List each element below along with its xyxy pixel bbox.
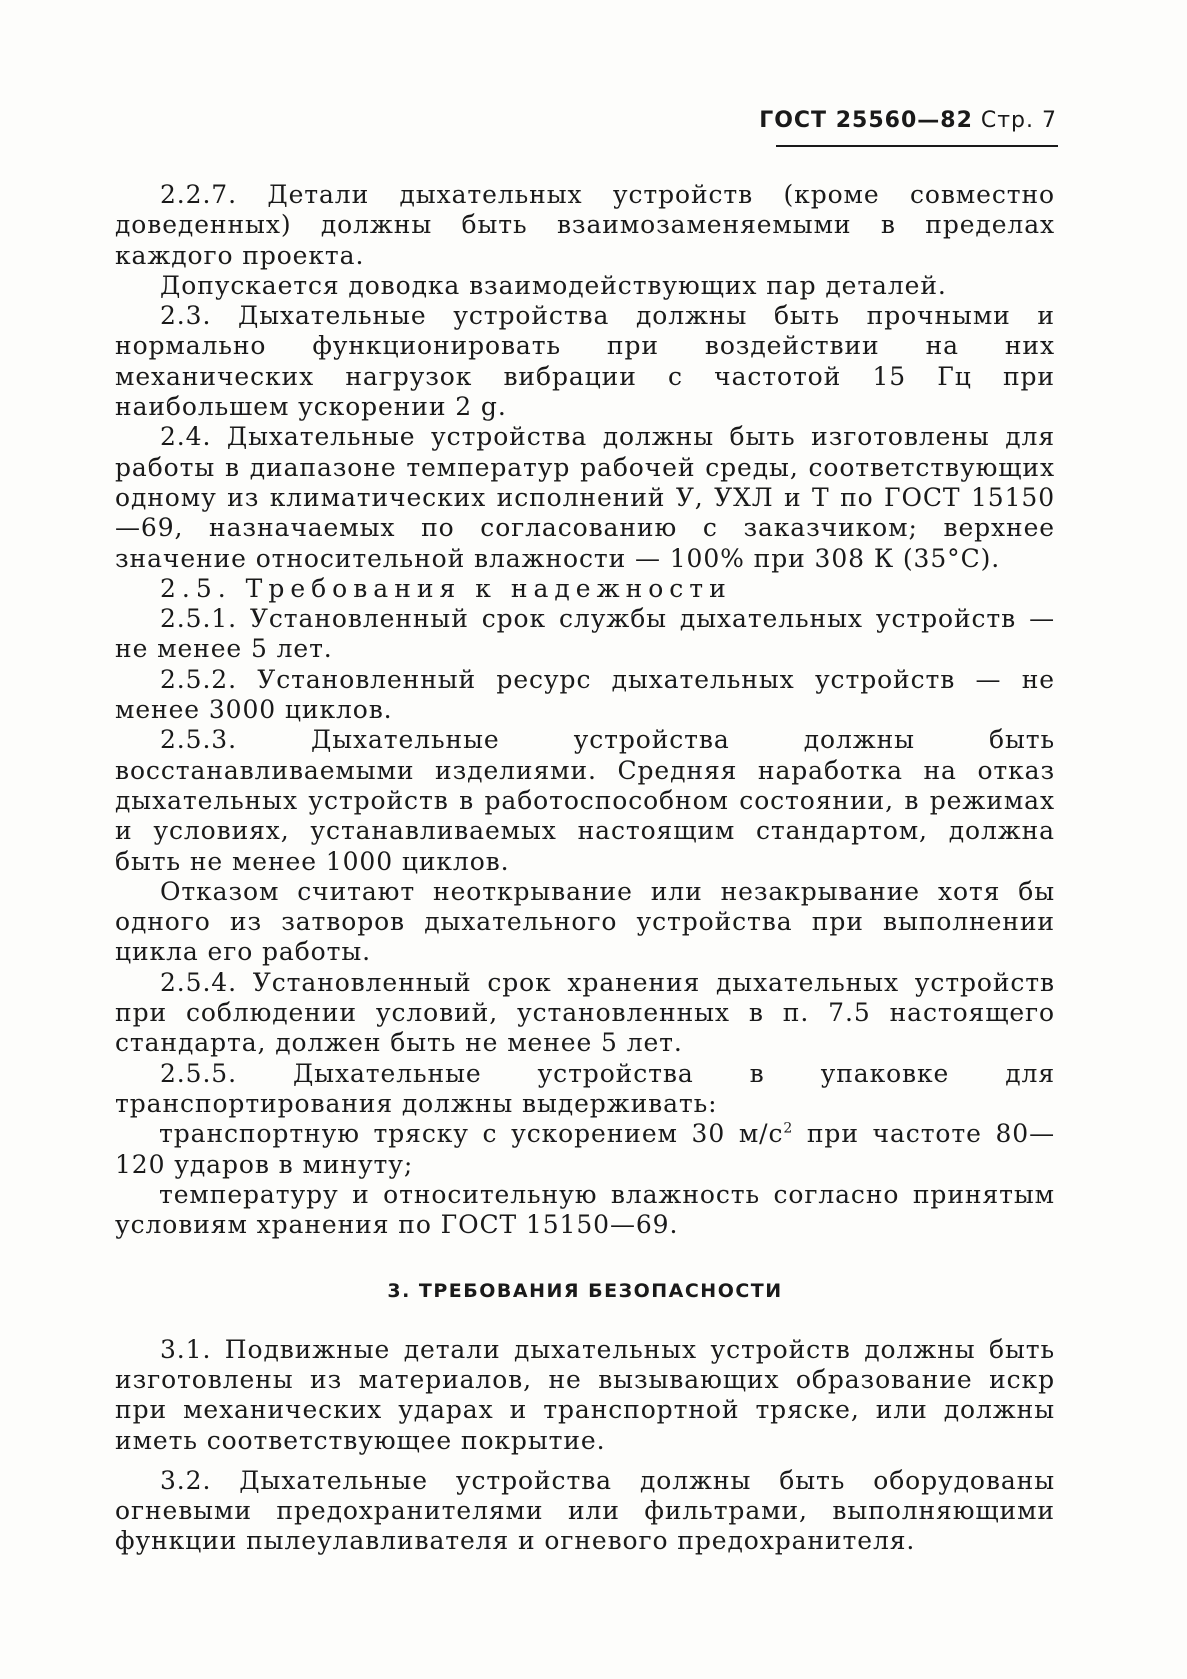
page-number: Стр. 7	[980, 108, 1057, 133]
paragraph-2-4: 2.4. Дыхательные устройства должны быть изготовлены для работы в диапазоне температур рабочей среды, соответствующих одному из климатических исполнений У, УХЛ и Т по ГОСТ 15150—69, назначаемых по согласованию с заказчиком; верхнее значение относительной влажности — 100% при 308 К (35°С).	[115, 422, 1055, 573]
paragraph-2-5-3: 2.5.3. Дыхательные устройства должны быть восстанавливаемыми изделиями. Средняя наработка на отказ дыхательных устройств в работоспособном состоянии, в режимах и условиях, устанавливаемых настоящим стандартом, должна быть не менее 1000 циклов.	[115, 725, 1055, 876]
paragraph-2-5-heading: 2.5. Требования к надежности	[160, 573, 732, 603]
paragraph-2-5-5: 2.5.5. Дыхательные устройства в упаковке для транспортирования должны выдерживать:	[115, 1058, 1055, 1118]
page-header	[759, 108, 1057, 133]
header-rule	[776, 145, 1058, 147]
paragraph-2-3: 2.3. Дыхательные устройства должны быть прочными и нормально функционировать при воздействии на них механических нагрузок вибрации с частотой 15 Гц при наибольшем ускорении 2 g.	[115, 301, 1055, 422]
paragraph-2-5-2: 2.5.2. Установленный ресурс дыхательных устройств — не менее 3000 циклов.	[115, 664, 1055, 725]
superscript: 2	[783, 1120, 794, 1137]
paragraph-3-1: 3.1. Подвижные детали дыхательных устройств должны быть изготовлены из материалов, не вызывающих образование искр при механических ударах и транспортной тряске, или должны иметь соответствующее покрытие.	[115, 1334, 1055, 1455]
paragraph-2-2-7-note: Допускается доводка взаимодействующих пар деталей.	[160, 270, 947, 300]
section-3-title: 3. ТРЕБОВАНИЯ БЕЗОПАСНОСТИ	[387, 1280, 783, 1303]
item-a-text-end: при частоте 80—120 ударов в минуту;	[115, 1119, 1055, 1179]
paragraph-2-5-4: 2.5.4. Установленный срок хранения дыхательных устройств при соблюдении условий, установленных в п. 7.5 настоящего стандарта, должен быть не менее 5 лет.	[115, 967, 1055, 1058]
standard-code: ГОСТ 25560—82	[759, 108, 973, 133]
paragraph-2-5-5-item-a	[115, 1119, 1055, 1180]
paragraph-3-2: 3.2. Дыхательные устройства должны быть оборудованы огневыми предохранителями или фильтрами, выполняющими функции пылеулавливателя и огневого предохранителя.	[115, 1465, 1055, 1556]
paragraph-2-2-7: 2.2.7. Детали дыхательных устройств (кроме совместно доведенных) должны быть взаимозаменяемыми в пределах каждого проекта.	[115, 180, 1055, 270]
paragraph-2-5-3-note: Отказом считают неоткрывание или незакрывание хотя бы одного из затворов дыхательного устройства при выполнении цикла его работы.	[115, 876, 1055, 967]
paragraph-2-5-1: 2.5.1. Установленный срок службы дыхательных устройств — не менее 5 лет.	[115, 604, 1055, 664]
paragraph-2-5-5-item-b: температуру и относительную влажность согласно принятым условиям хранения по ГОСТ 15150—69.	[115, 1179, 1055, 1240]
document-body	[115, 180, 1055, 1557]
item-a-text: транспортную тряску с ускорением 30 м/с	[159, 1119, 784, 1149]
